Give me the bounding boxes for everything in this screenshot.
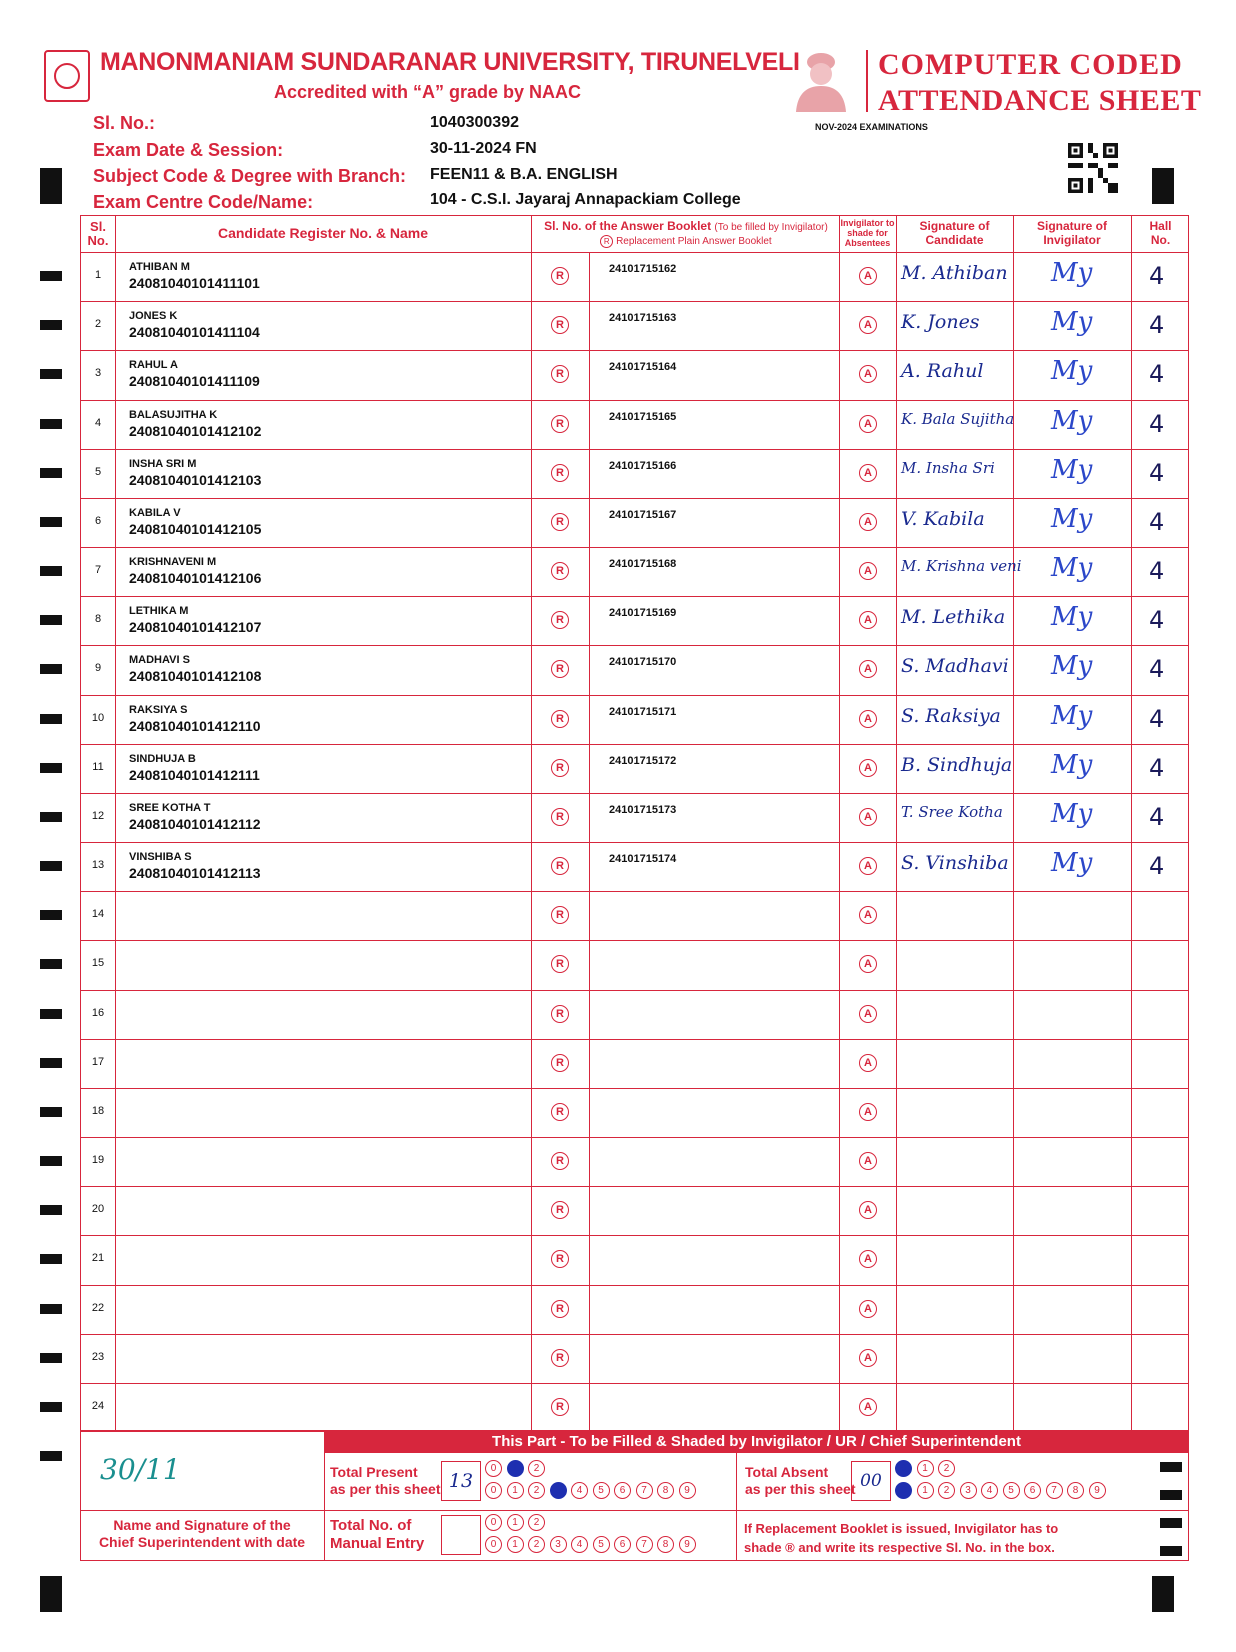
table-row [81, 891, 1188, 940]
hall-number: 4 [1149, 606, 1165, 635]
timing-mark [40, 320, 62, 330]
row-number: 17 [91, 1055, 105, 1068]
booklet-header-note: (To be filled by Invigilator) [714, 222, 828, 233]
chief-label-line2: Chief Superintendent with date [98, 1534, 306, 1550]
row-number: 7 [94, 564, 102, 577]
absentee-bubble[interactable]: A [859, 1005, 877, 1023]
header-divider [866, 50, 868, 112]
table-row [81, 1383, 1188, 1432]
invigilator-signature: My [1051, 651, 1093, 682]
table-row [81, 793, 1188, 842]
absentee-bubble[interactable]: A [859, 1103, 877, 1121]
digit-bubble[interactable]: 4 [981, 1482, 998, 1499]
subject-label: Subject Code & Degree with Branch: [93, 166, 407, 186]
replacement-bubble[interactable]: R [551, 660, 569, 678]
row-number: 20 [91, 1203, 105, 1216]
summary-section [80, 1431, 1189, 1561]
table-row [81, 695, 1188, 744]
register-number: 24081040101412110 [129, 717, 261, 734]
timing-mark [40, 468, 62, 478]
table-row [81, 547, 1188, 596]
summary-divider [324, 1431, 325, 1561]
row-number: 23 [91, 1350, 105, 1363]
booklet-number: 24101715162 [609, 263, 677, 275]
row-number: 11 [92, 760, 104, 773]
hall-number: 4 [1149, 409, 1165, 438]
invigilator-signature: My [1051, 848, 1093, 879]
invigilator-signature: My [1051, 356, 1093, 387]
absentee-bubble[interactable]: A [859, 267, 877, 285]
candidate-signature: B. Sindhuja [901, 753, 1013, 776]
digit-bubble[interactable]: 2 [528, 1536, 545, 1553]
timing-mark [40, 763, 62, 773]
hall-number: 4 [1149, 704, 1165, 733]
replacement-bubble[interactable]: R [551, 1201, 569, 1219]
replacement-bubble[interactable]: R [551, 1152, 569, 1170]
hall-number: 4 [1149, 458, 1165, 487]
row-number: 9 [94, 662, 102, 675]
hall-number: 4 [1149, 852, 1165, 881]
replacement-bubble[interactable]: R [551, 611, 569, 629]
candidate-signature: M. Krishna veni [901, 557, 1022, 576]
absentee-bubble[interactable]: A [859, 1201, 877, 1219]
timing-mark [40, 1402, 62, 1412]
digit-bubble[interactable]: 1 [507, 1482, 524, 1499]
replacement-bubble[interactable]: R [551, 316, 569, 334]
col-header-hall: Hall No. [1149, 219, 1172, 247]
absentee-bubble[interactable]: A [859, 906, 877, 924]
digit-bubble[interactable]: 5 [593, 1536, 610, 1553]
digit-bubble[interactable]: 1 [507, 1514, 524, 1531]
invigilator-signature: My [1051, 258, 1093, 288]
replacement-bubble[interactable]: R [551, 365, 569, 383]
booklet-number: 24101715167 [609, 508, 677, 521]
timing-mark [1160, 1462, 1182, 1472]
invigilator-signature: My [1051, 503, 1093, 534]
col-header-candidate: Candidate Register No. & Name [217, 225, 429, 241]
col-header-slno: Sl. No. [87, 219, 109, 248]
candidate-name: INSHA SRI M [129, 457, 197, 470]
booklet-number: 24101715169 [609, 607, 677, 620]
booklet-number: 24101715171 [609, 705, 677, 718]
digit-bubble[interactable]: 0 [485, 1482, 502, 1499]
timing-mark [40, 861, 62, 871]
absentee-bubble[interactable]: A [859, 1398, 877, 1416]
timing-mark [40, 419, 62, 429]
digit-bubble[interactable]: 2 [528, 1482, 545, 1499]
replacement-note: If Replacement Booklet is issued, Invigilator has to shade ® and write its respective Sl. No. in the box. [744, 1521, 1059, 1555]
row-number: 10 [91, 711, 105, 724]
digit-bubble[interactable]: 1 [917, 1460, 934, 1477]
candidate-name: RAKSIYA S [129, 703, 188, 716]
absentee-bubble[interactable]: A [859, 1250, 877, 1268]
registration-mark-top-right [1152, 168, 1174, 204]
candidate-name: ATHIBAN M [129, 261, 190, 273]
booklet-number: 24101715172 [609, 754, 677, 767]
digit-bubble[interactable]: 2 [528, 1460, 545, 1477]
register-number: 24081040101412103 [129, 471, 262, 488]
table-row [81, 1137, 1188, 1186]
registration-mark-bottom-right [1152, 1576, 1174, 1612]
timing-mark [40, 1156, 62, 1166]
sheet-title-line2: ATTENDANCE SHEET [878, 84, 1202, 117]
absentee-bubble[interactable]: A [859, 1152, 877, 1170]
register-number: 24081040101411101 [129, 275, 260, 291]
timing-mark [40, 1107, 62, 1117]
qr-code-icon [1068, 142, 1118, 194]
absentee-bubble[interactable]: A [859, 955, 877, 973]
digit-bubble[interactable]: 8 [657, 1482, 674, 1499]
register-number: 24081040101412108 [129, 668, 262, 685]
replacement-bubble[interactable]: R [551, 1349, 569, 1367]
table-row [81, 1285, 1188, 1334]
registration-mark-bottom-left [40, 1576, 62, 1612]
timing-mark [40, 959, 62, 969]
row-number: 1 [94, 269, 102, 281]
absentee-bubble[interactable]: A [859, 464, 877, 482]
timing-mark [40, 1009, 62, 1019]
chief-superintendent-label [80, 1517, 324, 1551]
university-logo [44, 50, 90, 102]
register-number: 24081040101412102 [129, 422, 262, 439]
absentee-bubble[interactable]: A [859, 1300, 877, 1318]
invigilator-signature: My [1051, 553, 1093, 584]
portrait-emblem [790, 46, 852, 112]
digit-bubble[interactable]: 2 [528, 1514, 545, 1531]
register-number: 24081040101412112 [129, 815, 261, 832]
timing-mark [1160, 1518, 1182, 1528]
booklet-number: 24101715170 [609, 656, 677, 669]
manual-entry-box[interactable] [441, 1515, 481, 1555]
table-row [81, 1039, 1188, 1088]
digit-bubble[interactable]: 3 [960, 1482, 977, 1499]
candidate-name: LETHIKA M [129, 605, 189, 618]
manual-entry-label: Total No. of Manual Entry [330, 1517, 425, 1552]
absentee-bubble[interactable]: A [859, 857, 877, 875]
replacement-bubble[interactable]: R [551, 710, 569, 728]
table-row [81, 842, 1188, 891]
table-row [81, 645, 1188, 694]
row-number: 16 [91, 1006, 105, 1019]
row-number: 14 [91, 908, 105, 921]
register-number: 24081040101411109 [129, 373, 260, 390]
digit-bubble[interactable]: 1 [917, 1482, 934, 1499]
digit-bubble[interactable]: 5 [593, 1482, 610, 1499]
chief-label-line1: Name and Signature of the [113, 1517, 291, 1533]
centre-label: Exam Centre Code/Name: [93, 192, 314, 212]
hall-number: 4 [1149, 753, 1165, 782]
replacement-r-icon: R [600, 235, 613, 248]
row-number: 19 [91, 1154, 105, 1167]
timing-mark [1160, 1490, 1182, 1500]
absentee-bubble[interactable]: A [859, 710, 877, 728]
row-number: 24 [91, 1399, 105, 1412]
absentee-bubble[interactable]: A [859, 611, 877, 629]
digit-bubble[interactable]: 1 [507, 1460, 524, 1477]
timing-mark [40, 1304, 62, 1314]
invigilator-signature: My [1051, 307, 1093, 338]
booklet-number: 24101715174 [609, 853, 677, 866]
row-number: 6 [94, 514, 102, 527]
university-name: MANONMANIAM SUNDARANAR UNIVERSITY, TIRUNELVELI [100, 48, 800, 76]
absentee-bubble[interactable]: A [859, 1054, 877, 1072]
candidate-name: VINSHIBA S [129, 851, 192, 864]
digit-bubble[interactable]: 9 [1089, 1482, 1106, 1499]
exam-date-label: Exam Date & Session: [93, 140, 284, 160]
row-number: 22 [91, 1301, 105, 1314]
replacement-bubble[interactable]: R [551, 857, 569, 875]
candidate-signature: T. Sree Kotha [901, 802, 1003, 821]
digit-bubble[interactable]: 6 [614, 1482, 631, 1499]
hall-number: 4 [1149, 802, 1165, 831]
candidate-signature: K. Bala Sujitha [901, 409, 1015, 428]
replacement-bubble[interactable]: R [551, 1054, 569, 1072]
replacement-bubble[interactable]: R [551, 808, 569, 826]
candidate-signature: A. Rahul [901, 360, 984, 383]
row-number: 15 [91, 957, 105, 970]
candidate-signature: M. Athiban [901, 262, 1008, 284]
row-number: 12 [91, 809, 105, 822]
timing-mark [40, 714, 62, 724]
row-number: 3 [94, 367, 102, 380]
total-absent-box[interactable]: 00 [851, 1461, 891, 1501]
booklet-number: 24101715163 [609, 312, 677, 325]
timing-mark [40, 369, 62, 379]
timing-mark [40, 1353, 62, 1363]
booklet-number: 24101715165 [609, 410, 677, 423]
registration-mark-top-left [40, 168, 62, 204]
digit-bubble[interactable]: 0 [895, 1482, 912, 1499]
register-number: 24081040101412113 [129, 865, 261, 882]
sl-no-value: 1040300392 [430, 114, 519, 131]
timing-mark [40, 910, 62, 920]
digit-bubble[interactable]: 5 [1003, 1482, 1020, 1499]
col-header-sig-candidate: Signature of Candidate [919, 219, 990, 247]
digit-bubble[interactable]: 7 [636, 1536, 653, 1553]
sheet-title-line1: COMPUTER CODED [878, 48, 1183, 81]
col-header-replacement [533, 235, 839, 249]
register-number: 24081040101412111 [129, 766, 260, 783]
table-row [81, 940, 1188, 989]
digit-bubble[interactable]: 8 [657, 1536, 674, 1553]
replacement-bubble[interactable]: R [551, 1005, 569, 1023]
replacement-bubble[interactable]: R [551, 759, 569, 777]
hall-number: 4 [1149, 262, 1165, 290]
booklet-number: 24101715168 [609, 558, 677, 571]
absentee-bubble[interactable]: A [859, 1349, 877, 1367]
candidate-name: SREE KOTHA T [129, 801, 211, 814]
row-number: 4 [94, 416, 102, 429]
candidate-name: SINDHUJA B [129, 752, 196, 765]
table-row [81, 1235, 1188, 1284]
timing-mark [40, 1205, 62, 1215]
chief-superintendent-signature: 30/11 [100, 1453, 181, 1486]
replacement-bubble[interactable]: R [551, 1300, 569, 1318]
candidate-name: JONES K [129, 310, 178, 323]
row-number: 21 [91, 1252, 105, 1265]
digit-bubble[interactable]: 8 [1067, 1482, 1084, 1499]
summary-divider [80, 1510, 1189, 1511]
row-number: 8 [94, 613, 102, 626]
digit-bubble[interactable]: 0 [485, 1460, 502, 1477]
digit-bubble[interactable]: 3 [550, 1482, 567, 1499]
absentee-bubble[interactable]: A [859, 415, 877, 433]
accreditation-text: Accredited with “A” grade by NAAC [274, 82, 582, 102]
row-number: 5 [94, 465, 102, 478]
replacement-bubble[interactable]: R [551, 906, 569, 924]
total-present-label: Total Present as per this sheet [330, 1464, 441, 1497]
digit-bubble[interactable]: 0 [485, 1514, 502, 1531]
row-number: 2 [94, 318, 102, 331]
table-row [81, 1186, 1188, 1235]
table-row [81, 400, 1188, 449]
replacement-bubble[interactable]: R [551, 1250, 569, 1268]
invigilator-signature: My [1051, 749, 1093, 780]
replacement-bubble[interactable]: R [551, 1103, 569, 1121]
invigilator-signature: My [1051, 798, 1093, 829]
candidate-name: MADHAVI S [129, 654, 190, 667]
row-number: 13 [91, 859, 105, 872]
digit-bubble[interactable]: 0 [485, 1536, 502, 1553]
invigilator-signature: My [1051, 405, 1093, 436]
candidate-signature: M. Insha Sri [901, 458, 995, 477]
candidate-name: KABILA V [129, 506, 181, 519]
candidate-signature: S. Madhavi [901, 655, 1009, 678]
hall-number: 4 [1149, 655, 1165, 684]
hall-number: 4 [1149, 507, 1165, 536]
total-absent-label: Total Absent as per this sheet [745, 1464, 856, 1497]
digit-bubble[interactable]: 6 [614, 1536, 631, 1553]
register-number: 24081040101412106 [129, 570, 262, 587]
part-banner: This Part - To be Filled & Shaded by Invigilator / UR / Chief Superintendent [324, 1431, 1189, 1453]
candidate-signature: K. Jones [901, 311, 980, 334]
booklet-number: 24101715164 [609, 361, 677, 374]
candidate-name: KRISHNAVENI M [129, 556, 217, 569]
register-number: 24081040101412107 [129, 619, 262, 636]
timing-mark [1160, 1546, 1182, 1556]
invigilator-signature: My [1051, 602, 1093, 633]
digit-bubble[interactable]: 4 [571, 1536, 588, 1553]
table-row [81, 744, 1188, 793]
absentee-bubble[interactable]: A [859, 513, 877, 531]
digit-bubble[interactable]: 9 [679, 1482, 696, 1499]
digit-bubble[interactable]: 6 [1024, 1482, 1041, 1499]
table-row [81, 252, 1188, 301]
digit-bubble[interactable]: 7 [636, 1482, 653, 1499]
absentee-bubble[interactable]: A [859, 759, 877, 777]
candidate-name: BALASUJITHA K [129, 408, 218, 421]
replacement-bubble[interactable]: R [551, 513, 569, 531]
absentee-bubble[interactable]: A [859, 562, 877, 580]
replacement-bubble[interactable]: R [551, 415, 569, 433]
table-row [81, 301, 1188, 350]
timing-mark [40, 517, 62, 527]
digit-bubble[interactable]: 2 [938, 1482, 955, 1499]
table-row [81, 498, 1188, 547]
exam-series: NOV-2024 EXAMINATIONS [815, 122, 928, 132]
table-row [81, 990, 1188, 1039]
timing-mark [40, 664, 62, 674]
exam-date-value: 30-11-2024 FN [430, 140, 537, 157]
digit-bubble[interactable]: 1 [507, 1536, 524, 1553]
replacement-bubble[interactable]: R [551, 1398, 569, 1416]
hall-number: 4 [1149, 311, 1165, 340]
replacement-header-text: Replacement Plain Answer Booklet [616, 236, 772, 248]
timing-mark [40, 271, 62, 281]
absentee-bubble[interactable]: A [859, 316, 877, 334]
attendance-table [80, 215, 1189, 1431]
candidate-signature: S. Raksiya [901, 704, 1001, 727]
table-row [81, 449, 1188, 498]
replacement-bubble[interactable]: R [551, 267, 569, 285]
booklet-header-title: Sl. No. of the Answer Booklet [544, 219, 712, 233]
subject-value: FEEN11 & B.A. ENGLISH [430, 166, 618, 183]
centre-value: 104 - C.S.I. Jayaraj Annapackiam College [430, 191, 741, 208]
timing-mark [40, 1058, 62, 1068]
register-number: 24081040101411104 [129, 324, 260, 341]
absentee-bubble[interactable]: A [859, 808, 877, 826]
replacement-bubble[interactable]: R [551, 955, 569, 973]
candidate-signature: V. Kabila [901, 507, 985, 530]
invigilator-signature: My [1051, 700, 1093, 731]
absentee-bubble[interactable]: A [859, 660, 877, 678]
col-header-booklet [533, 219, 839, 235]
total-present-box[interactable]: 13 [441, 1461, 481, 1501]
digit-bubble[interactable]: 7 [1046, 1482, 1063, 1499]
digit-bubble[interactable]: 3 [550, 1536, 567, 1553]
digit-bubble[interactable]: 2 [938, 1460, 955, 1477]
absentee-bubble[interactable]: A [859, 365, 877, 383]
timing-mark [40, 1254, 62, 1264]
booklet-number: 24101715173 [609, 803, 677, 816]
timing-mark [40, 566, 62, 576]
sl-no-label: Sl. No.: [93, 113, 155, 133]
digit-bubble[interactable]: 4 [571, 1482, 588, 1499]
booklet-number: 24101715166 [609, 459, 677, 472]
col-header-sig-invigilator: Signature of Invigilator [1036, 219, 1107, 247]
table-row [81, 596, 1188, 645]
summary-divider [736, 1453, 737, 1561]
register-number: 24081040101412105 [129, 520, 262, 537]
timing-mark [40, 1451, 62, 1461]
digit-bubble[interactable]: 9 [679, 1536, 696, 1553]
digit-bubble[interactable]: 0 [895, 1460, 912, 1477]
candidate-signature: S. Vinshiba [901, 852, 1009, 875]
candidate-name: RAHUL A [129, 359, 178, 372]
table-row [81, 350, 1188, 399]
hall-number: 4 [1149, 360, 1165, 389]
col-header-absentees: Invigilator to shade for Absentees [840, 218, 895, 248]
timing-mark [40, 615, 62, 625]
timing-mark [40, 812, 62, 822]
replacement-bubble[interactable]: R [551, 562, 569, 580]
invigilator-signature: My [1051, 454, 1093, 485]
table-row [81, 1334, 1188, 1383]
table-row [81, 1088, 1188, 1137]
candidate-signature: M. Lethika [901, 606, 1006, 629]
hall-number: 4 [1149, 557, 1165, 586]
row-number: 18 [91, 1104, 105, 1117]
replacement-bubble[interactable]: R [551, 464, 569, 482]
